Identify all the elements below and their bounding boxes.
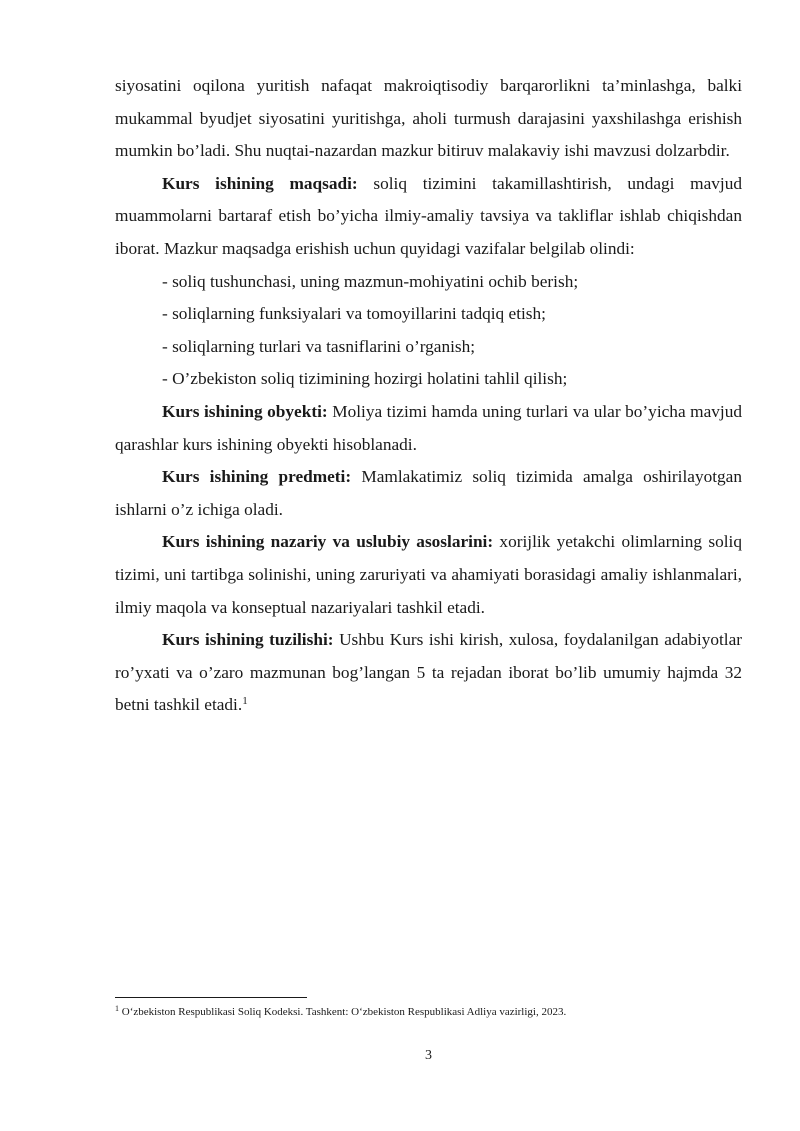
object-label: Kurs ishining obyekti: [162,401,328,421]
task-item: - soliqlarning turlari va tasniflarini o’rganish; [162,336,476,356]
paragraph-structure [115,624,742,722]
paragraph-basis [115,526,742,624]
paragraph-object [115,396,742,461]
page-body [115,70,742,722]
page-number: 3 [425,1048,432,1063]
basis-text: xorijlik yetakchi olimlarning soliq tizimi, uni tartibga solinishi, uning zaruriyati va ahamiyati borasidagi amaliy ishlanmalari, ilmiy maqola va konseptual nazariyalari tashkil etadi. [115,532,742,617]
task-item: - soliq tushunchasi, uning mazmun-mohiyatini ochib berish; [162,271,579,291]
paragraph-intro-continuation: siyosatini oqilona yuritish nafaqat makroiqtisodiy barqarorlikni ta’minlashga, balki mukammal byudjet siyosatini yuritishga, aholi turmush darajasini yaxshilashga erishish mumkin bo’ladi. Shu nuqtai-nazardan mazkur bitiruv malakaviy ishi mavzusi dolzarbdir. [115,76,742,161]
task-item: - O’zbekiston soliq tizimining hozirgi holatini tahlil qilish; [162,369,568,389]
goal-text: soliq tizimini takamillashtirish, undagi mavjud muammolarni bartaraf etish bo’yicha ilmiy-amaliy tavsiya va takliflar ishlab chiqishdan iborat. Mazkur maqsadga erishish uchun quyidagi vazifalar belgilab olindi: [115,173,742,258]
subject-label: Kurs ishining predmeti: [162,467,352,487]
footnote [115,1004,755,1020]
subject-text: Mamlakatimiz soliq tizimida amalga oshirilayotgan ishlarni o’z ichiga oladi. [115,467,742,519]
object-text: Moliya tizimi hamda uning turlari va ular bo’yicha mavjud qarashlar kurs ishining obyekti hisoblanadi. [115,401,742,454]
footnote-number: 1 [115,1004,119,1013]
paragraph-goal [115,168,742,266]
footnote-text: O‘zbekiston Respublikasi Soliq Kodeksi. Tashkent: O‘zbekiston Respublikasi Adliya vazirligi, 2023. [119,1006,567,1018]
goal-label: Kurs ishining maqsadi: [162,173,358,193]
basis-label: Kurs ishining nazariy va uslubiy asoslarini: [162,532,494,552]
footnote-reference[interactable]: 1 [242,695,248,708]
paragraph-subject [115,461,742,526]
footnote-separator [115,997,307,998]
structure-text: Ushbu Kurs ishi kirish, xulosa, foydalanilgan adabiyotlar ro’yxati va o’zaro mazmunan bog’langan 5 ta rejadan iborat bo’lib umumiy hajmda 32 betni tashkil etadi. [115,630,742,715]
structure-label: Kurs ishining tuzilishi: [162,630,334,650]
task-item: - soliqlarning funksiyalari va tomoyillarini tadqiq etish; [162,304,546,324]
